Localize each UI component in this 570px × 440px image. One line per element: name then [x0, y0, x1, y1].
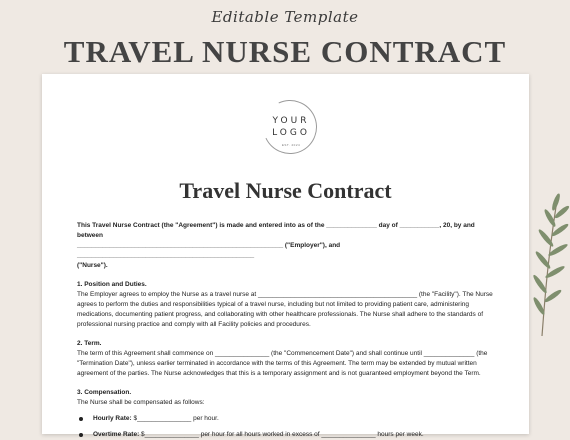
section1-text: The Employer agrees to employ the Nurse as a travel nurse at ____________________________________________ (the "Facility"). The Nurse agrees to perform the duties and responsibilities typical of a travel nurse, including but not limited to providing patient care, administering medications, documenting patient progress, and collaborating with other healthcare professionals. The Nurse shall adhere to the standards of professional nursing practice and comply with all Facility policies and procedures. [77, 291, 493, 328]
section2-text: The term of this Agreement shall commence on _______________ (the "Commencement Date") and shall continue until ______________ (the "Termination Date"), unless earlier terminated in accordance with the terms of this Agreement. The term may be extended by mutual written agreement of the parties. The Nurse acknowledges that this is a temporary assignment and is not guaranteed employment beyond the Term. [77, 350, 488, 377]
plant-sprig-icon [512, 186, 570, 336]
intro-line2: _________________________________________________________ ("Employer"), and _________________________________________________ [77, 242, 341, 259]
section3-heading: 3. Compensation. [77, 389, 132, 396]
bullet1-label: Hourly Rate: [93, 415, 132, 422]
logo [263, 100, 319, 156]
bullet-overtime-rate [77, 430, 501, 440]
bullet2-text: $_______________ per hour for all hours worked in excess of _______________ hours per week. [139, 431, 424, 438]
document-body [77, 221, 501, 440]
bullet-dot-icon [79, 417, 83, 421]
bullet1-text: $_______________ per hour. [131, 415, 219, 422]
bullet2-label: Overtime Rate: [93, 431, 140, 438]
banner-title: TRAVEL NURSE CONTRACT [63, 34, 507, 69]
logo-line1: YOUR [272, 116, 310, 126]
logo-tagline: EST. 2024 [281, 143, 301, 147]
bullet-dot-icon [79, 433, 83, 437]
section2-heading: 2. Term. [77, 340, 102, 347]
logo-ring-icon [255, 92, 324, 161]
logo-line2: LOGO [272, 128, 310, 138]
banner-script-heading: Editable Template [211, 8, 359, 26]
document-page [42, 74, 529, 438]
bullet-hourly-rate [77, 414, 501, 424]
intro-line1: This Travel Nurse Contract (the "Agreement") is made and entered into as of the ______________ day of ___________, 20, by and between [77, 222, 475, 239]
document-title: Travel Nurse Contract [179, 178, 392, 203]
section3-text: The Nurse shall be compensated as follows: [77, 399, 205, 406]
section1-heading: 1. Position and Duties. [77, 281, 147, 288]
intro-line3: ("Nurse"). [77, 262, 108, 269]
